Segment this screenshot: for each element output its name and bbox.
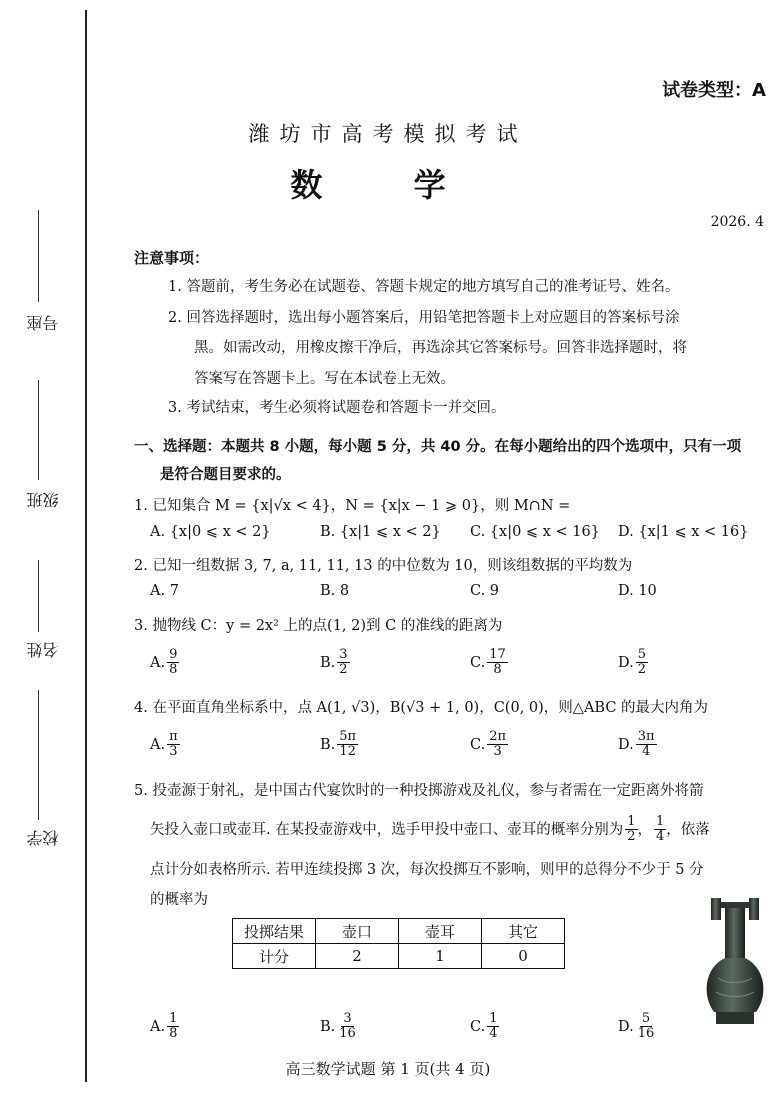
- exam-title: 潍坊市高考模拟考试: [248, 122, 528, 146]
- pot-vase-illustration: [700, 892, 770, 1032]
- paper-type: 试卷类型：A: [662, 80, 766, 101]
- side-label-seat: 座号: [26, 315, 61, 331]
- q5-stem-line1: 5. 投壶源于射礼，是中国古代宴饮时的一种投掷游戏及礼仪，参与者需在一定距离外将箭: [134, 783, 704, 799]
- q3-option-c: [470, 648, 508, 678]
- section1-heading-cont: 是符合题目要求的。: [160, 467, 291, 483]
- option-letter: C.: [470, 1018, 486, 1035]
- table-row: [233, 944, 565, 969]
- option-letter: D.: [618, 654, 634, 671]
- option-letter: B.: [320, 654, 336, 671]
- table-header-row: [233, 919, 565, 944]
- denominator: 16: [637, 1026, 655, 1042]
- q3-option-d: [618, 648, 648, 678]
- denominator: 2: [339, 662, 348, 678]
- option-letter: C.: [470, 654, 486, 671]
- q5-option-c: [470, 1012, 499, 1042]
- q4-stem: 4. 在平面直角坐标系中，点 A(1, √3)，B(√3 + 1, 0)，C(0, 0)，则△ABC 的最大内角为: [134, 700, 709, 716]
- table-header-cell: 壶耳: [399, 919, 482, 944]
- score-table: [232, 918, 565, 969]
- fraction: [636, 648, 648, 678]
- denominator: 3: [169, 744, 178, 760]
- fraction: [337, 730, 358, 760]
- denominator: 2: [627, 829, 636, 845]
- fraction-p2: [654, 815, 666, 845]
- q2-option-a: A. 7: [150, 583, 179, 599]
- fraction: [167, 730, 180, 760]
- q1-stem: 1. 已知集合 M = {x|√x < 4}，N = {x|x − 1 ⩾ 0}，则 M∩N =: [134, 498, 571, 514]
- q2-option-b: B. 8: [320, 583, 350, 599]
- q5-stem-line4: 的概率为: [150, 892, 208, 908]
- denominator: 16: [339, 1026, 356, 1042]
- numerator: 2π: [489, 729, 507, 744]
- q5-stem-line3: 点计分如表格所示. 若甲连续投掷 3 次，每次投掷互不影响，则甲的总得分不少于 5 分: [150, 862, 704, 878]
- q5-option-a: [150, 1012, 179, 1042]
- q5-option-d: [618, 1012, 656, 1042]
- q1-option-c: C. {x|0 ⩽ x < 16}: [470, 524, 600, 540]
- q3-option-b: [320, 648, 350, 678]
- q1-option-b: B. {x|1 ⩽ x < 2}: [320, 524, 441, 540]
- note-item-1: 1. 答题前，考生务必在试题卷、答题卡规定的地方填写自己的准考证号、姓名。: [168, 279, 680, 295]
- denominator: 12: [339, 744, 356, 760]
- table-cell: 计分: [233, 944, 316, 969]
- numerator: 3: [343, 1011, 352, 1026]
- fraction: [487, 730, 508, 760]
- numerator: 5: [637, 647, 646, 662]
- q3-stem: 3. 抛物线 C：y = 2x² 上的点(1, 2)到 C 的准线的距离为: [134, 618, 503, 634]
- q5-separator: ，: [637, 821, 652, 838]
- q5-text-b: ，依落: [666, 821, 710, 838]
- fraction: [337, 1012, 358, 1042]
- side-label-class: 班级: [26, 492, 61, 508]
- option-letter: D.: [618, 736, 634, 753]
- note-item-3: 3. 考试结束，考生必须将试题卷和答题卡一并交回。: [168, 400, 506, 416]
- q5-option-b: [320, 1012, 358, 1042]
- table-header-cell: 其它: [482, 919, 565, 944]
- option-letter: A.: [150, 654, 166, 671]
- fraction: [487, 648, 508, 678]
- numerator: 1: [489, 1011, 498, 1026]
- numerator: 1: [627, 814, 636, 829]
- numerator: 5π: [339, 729, 357, 744]
- fraction: [636, 1012, 657, 1042]
- numerator: 5: [641, 1011, 651, 1026]
- denominator: 4: [656, 829, 665, 845]
- q1-option-d: D. {x|1 ⩽ x < 16}: [618, 524, 749, 540]
- q2-option-d: D. 10: [618, 583, 657, 599]
- denominator: 8: [493, 662, 502, 678]
- option-letter: D.: [618, 1018, 634, 1035]
- q1-option-a: A. {x|0 ⩽ x < 2}: [150, 524, 271, 540]
- numerator: 1: [169, 1011, 178, 1026]
- fraction: [337, 648, 349, 678]
- option-letter: B.: [320, 1018, 336, 1035]
- numerator: π: [169, 729, 178, 744]
- fraction-p1: [625, 815, 637, 845]
- note-item-2-cont: 黑。如需改动，用橡皮擦干净后，再选涂其它答案标号。回答非选择题时，将: [194, 340, 687, 356]
- numerator: 9: [169, 647, 178, 662]
- option-letter: A.: [150, 1018, 166, 1035]
- numerator: 17: [489, 647, 506, 662]
- table-cell: 1: [399, 944, 482, 969]
- denominator: 3: [493, 744, 502, 760]
- numerator: 3: [339, 647, 348, 662]
- table-header-cell: 壶口: [316, 919, 399, 944]
- q3-option-a: [150, 648, 179, 678]
- q4-option-a: [150, 730, 180, 760]
- q2-stem: 2. 已知一组数据 3, 7, a, 11, 11, 13 的中位数为 10，则该组数据的平均数为: [134, 558, 633, 574]
- note-item-2: 2. 回答选择题时，选出每小题答案后，用铅笔把答题卡上对应题目的答案标号涂: [168, 310, 680, 326]
- option-letter: C.: [470, 736, 486, 753]
- side-label-school: 学校: [26, 830, 61, 846]
- section1-heading: 一、选择题：本题共 8 小题，每小题 5 分，共 40 分。在每小题给出的四个选项中，只有一项: [134, 439, 742, 455]
- fraction: [167, 1012, 179, 1042]
- q4-option-d: [618, 730, 657, 760]
- side-label-name: 姓名: [26, 642, 61, 658]
- fraction: [636, 730, 657, 760]
- table-header-cell: 投掷结果: [233, 919, 316, 944]
- numerator: 1: [656, 814, 665, 829]
- q2-option-c: C. 9: [470, 583, 500, 599]
- denominator: 4: [489, 1026, 498, 1042]
- q4-option-b: [320, 730, 358, 760]
- page-footer: 高三数学试题 第 1 页(共 4 页): [285, 1060, 491, 1078]
- fraction: [167, 648, 179, 678]
- fraction: [487, 1012, 499, 1042]
- exam-date: 2026. 4: [710, 214, 764, 230]
- denominator: 8: [169, 662, 178, 678]
- q4-option-c: [470, 730, 508, 760]
- subject-title: 数 学: [290, 166, 486, 204]
- table-cell: 2: [316, 944, 399, 969]
- notes-heading: 注意事项：: [134, 249, 210, 267]
- q5-stem-line2: [150, 815, 710, 845]
- table-cell: 0: [482, 944, 565, 969]
- denominator: 8: [169, 1026, 178, 1042]
- denominator: 2: [637, 662, 646, 678]
- q5-text-a: 矢投入壶口或壶耳. 在某投壶游戏中，选手甲投中壶口、壶耳的概率分别为: [150, 821, 624, 838]
- option-letter: B.: [320, 736, 336, 753]
- note-item-2-cont2: 答案写在答题卡上。写在本试卷上无效。: [194, 371, 455, 387]
- option-letter: A.: [150, 736, 166, 753]
- numerator: 3π: [637, 729, 655, 744]
- denominator: 4: [641, 744, 651, 760]
